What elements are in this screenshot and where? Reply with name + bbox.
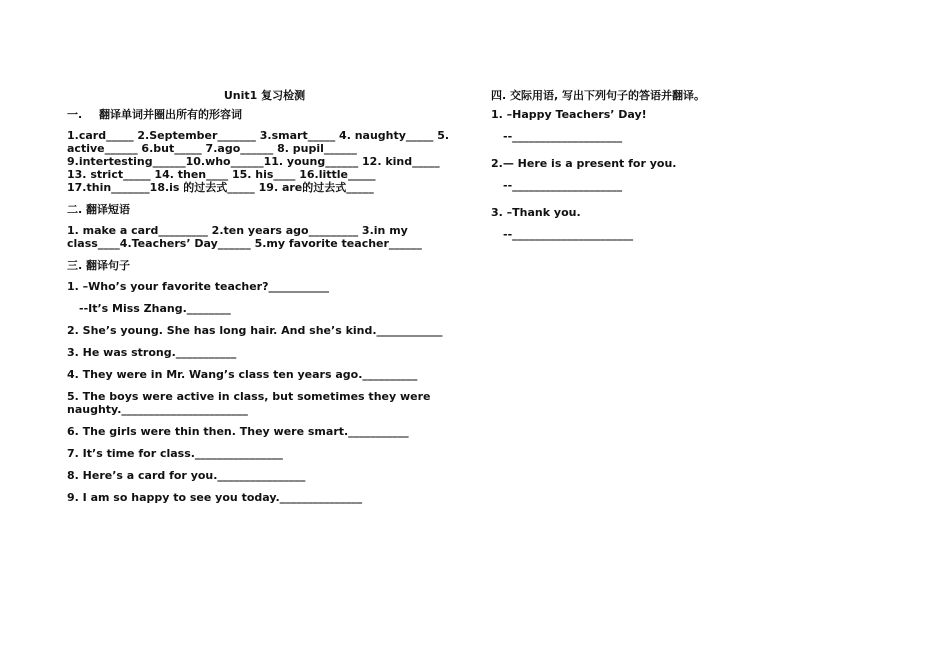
page-title: Unit1 复习检测 <box>223 89 306 102</box>
word-line: 9.intertesting______10.who______11. young______ 12. kind_____ <box>67 155 440 168</box>
word-line: active______ 6.but_____ 7.ago______ 8. pupil______ <box>67 142 357 155</box>
section-1-title: 翻译单词并圈出所有的形容词 <box>99 108 242 121</box>
sentence-line: naughty._______________________ <box>67 403 248 416</box>
sentence-item: 3. He was strong.___________ <box>67 346 237 359</box>
dialogue-answer-blank[interactable]: --____________________ <box>503 130 623 143</box>
sentence-item: 1. –Who’s your favorite teacher?___________ <box>67 280 329 293</box>
sentence-item: 4. They were in Mr. Wang’s class ten years ago.__________ <box>67 368 418 381</box>
sentence-item: 9. I am so happy to see you today._______________ <box>67 491 363 504</box>
section-2-heading: 二. 翻译短语 <box>67 203 131 216</box>
sentence-line: 5. The boys were active in class, but sometimes they were <box>67 390 431 403</box>
dialogue-question: 2.— Here is a present for you. <box>491 157 677 170</box>
right-column <box>491 89 791 255</box>
word-line: 13. strict_____ 14. then____ 15. his____ 16.little_____ <box>67 168 376 181</box>
left-column <box>67 89 462 513</box>
sentence-item: 2. She’s young. She has long hair. And she’s kind.____________ <box>67 324 443 337</box>
word-list <box>67 129 462 194</box>
dialogue-question: 1. –Happy Teachers’ Day! <box>491 108 647 121</box>
sentence-item <box>67 390 462 416</box>
section-1-heading <box>67 108 462 121</box>
section-3-heading: 三. 翻译句子 <box>67 259 131 272</box>
sentence-item: --It’s Miss Zhang.________ <box>79 302 231 315</box>
dialogue-question: 3. –Thank you. <box>491 206 581 219</box>
phrase-line: class____4.Teachers’ Day______ 5.my favorite teacher______ <box>67 237 422 250</box>
dialogue-answer-blank[interactable]: --______________________ <box>503 228 634 241</box>
sentence-item: 8. Here’s a card for you.________________ <box>67 469 306 482</box>
section-1-number: 一. <box>67 108 83 121</box>
word-line: 1.card_____ 2.September_______ 3.smart_____ 4. naughty_____ 5. <box>67 129 450 142</box>
sentence-item: 7. It’s time for class.________________ <box>67 447 283 460</box>
word-line: 17.thin_______18.is 的过去式_____ 19. are的过去式_____ <box>67 181 374 194</box>
dialogue-answer-blank[interactable]: --____________________ <box>503 179 623 192</box>
sentence-item: 6. The girls were thin then. They were smart.___________ <box>67 425 409 438</box>
phrase-list <box>67 224 462 250</box>
phrase-line: 1. make a card_________ 2.ten years ago_________ 3.in my <box>67 224 408 237</box>
section-4-heading: 四. 交际用语, 写出下列句子的答语并翻译。 <box>491 89 706 102</box>
